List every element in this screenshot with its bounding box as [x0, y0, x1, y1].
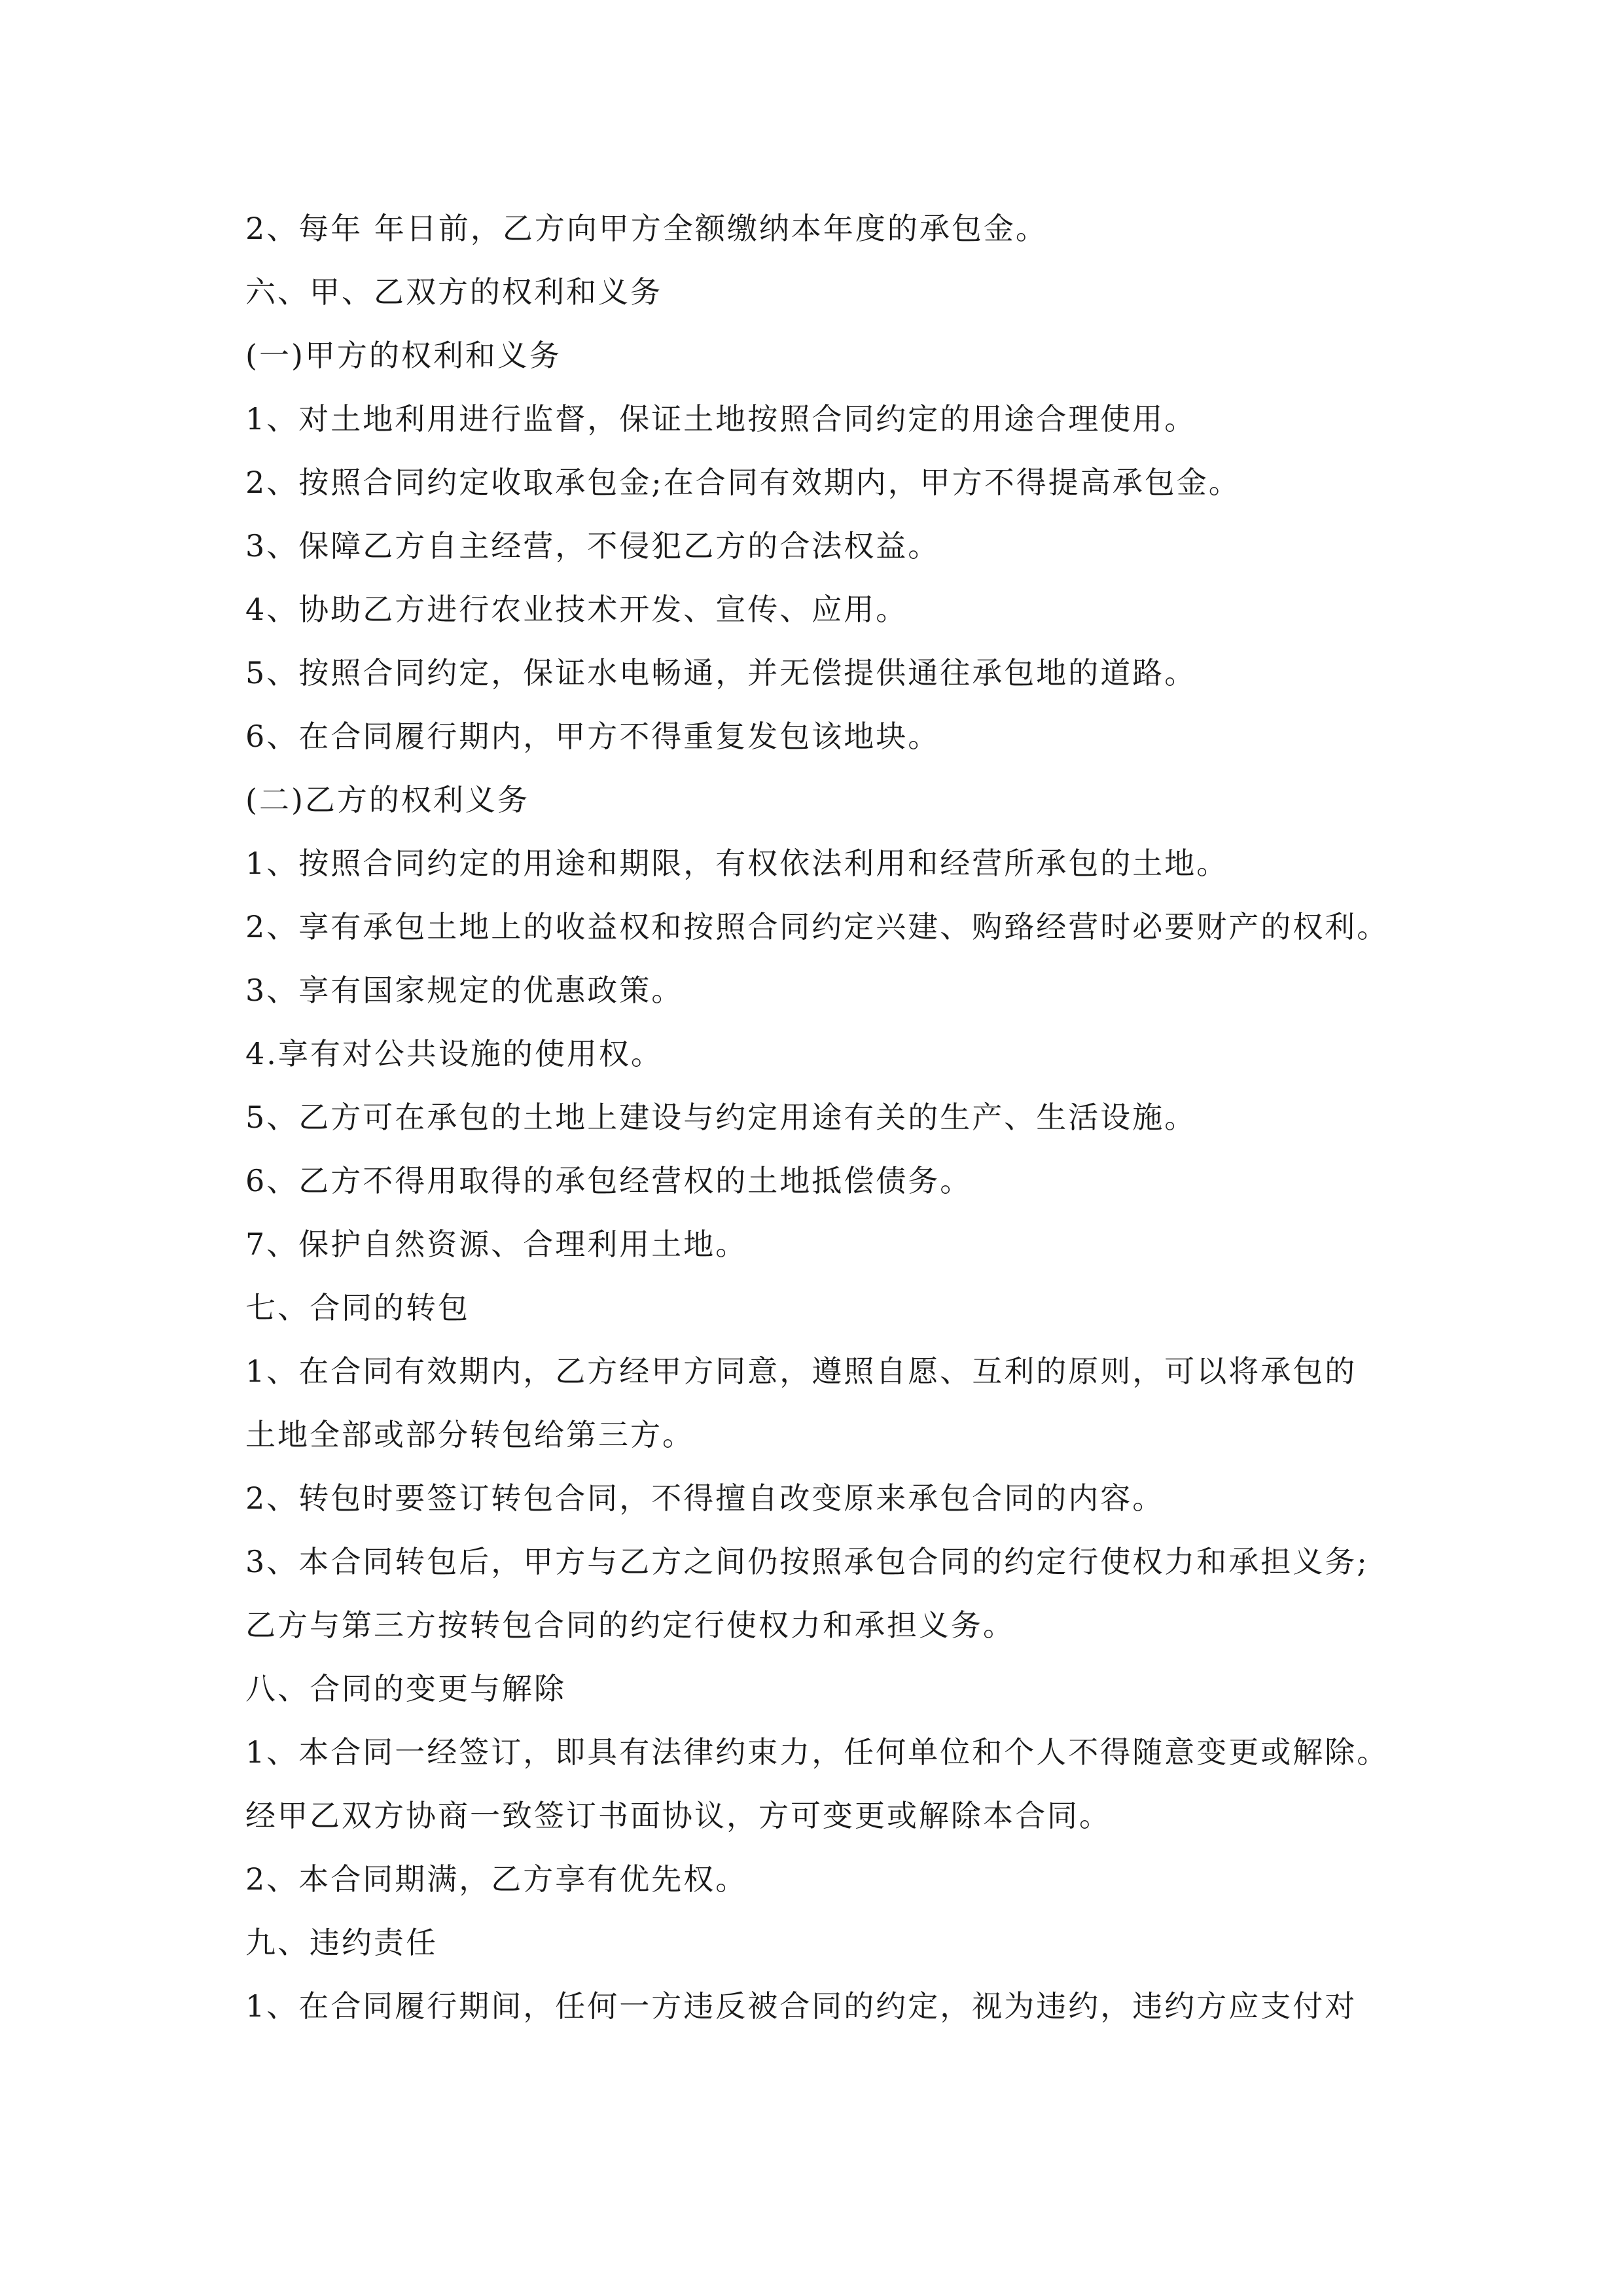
text-line: 3、本合同转包后，甲方与乙方之间仍按照承包合同的约定行使权力和承担义务;: [245, 1544, 1369, 1579]
text-line: 乙方与第三方按转包合同的约定行使权力和承担义务。: [245, 1607, 1015, 1643]
text-line: 5、按照合同约定，保证水电畅通，并无偿提供通往承包地的道路。: [245, 655, 1197, 691]
section-heading: 九、违约责任: [245, 1925, 438, 1960]
subsection-heading: (一)甲方的权利和义务: [245, 338, 562, 373]
text-line: 1、在合同履行期间，任何一方违反被合同的约定，视为违约，违约方应支付对: [245, 1988, 1357, 2024]
text-line: 4、协助乙方进行农业技术开发、宣传、应用。: [245, 592, 908, 627]
text-line: 6、在合同履行期内，甲方不得重复发包该地块。: [245, 719, 940, 754]
text-line: 2、转包时要签订转包合同，不得擅自改变原来承包合同的内容。: [245, 1480, 1165, 1516]
text-line: 6、乙方不得用取得的承包经营权的土地抵偿债务。: [245, 1163, 972, 1198]
text-line: 2、按照合同约定收取承包金;在合同有效期内，甲方不得提高承包金。: [245, 465, 1241, 500]
text-line: 3、保障乙方自主经营，不侵犯乙方的合法权益。: [245, 528, 940, 564]
text-line: 1、对土地利用进行监督，保证土地按照合同约定的用途合理使用。: [245, 401, 1197, 437]
text-line: 1、本合同一经签订，即具有法律约束力，任何单位和个人不得随意变更或解除。: [245, 1734, 1389, 1770]
text-line: 2、本合同期满，乙方享有优先权。: [245, 1861, 748, 1897]
text-line: 1、在合同有效期内，乙方经甲方同意，遵照自愿、互利的原则，可以将承包的: [245, 1354, 1357, 1389]
text-line: 1、按照合同约定的用途和期限，有权依法利用和经营所承包的土地。: [245, 846, 1229, 881]
subsection-heading: (二)乙方的权利义务: [245, 782, 529, 817]
text-line: 7、保护自然资源、合理利用土地。: [245, 1227, 748, 1262]
section-heading: 六、甲、乙双方的权利和义务: [245, 274, 662, 310]
section-heading: 八、合同的变更与解除: [245, 1671, 566, 1706]
text-line: 2、每年 年日前，乙方向甲方全额缴纳本年度的承包金。: [245, 211, 1048, 246]
text-line: 4.享有对公共设施的使用权。: [245, 1036, 663, 1071]
text-line: 经甲乙双方协商一致签订书面协议，方可变更或解除本合同。: [245, 1798, 1111, 1833]
section-heading: 七、合同的转包: [245, 1290, 470, 1325]
text-line: 土地全部或部分转包给第三方。: [245, 1417, 694, 1452]
text-line: 5、乙方可在承包的土地上建设与约定用途有关的生产、生活设施。: [245, 1100, 1197, 1135]
text-line: 2、享有承包土地上的收益权和按照合同约定兴建、购臵经营时必要财产的权利。: [245, 909, 1389, 944]
text-line: 3、享有国家规定的优惠政策。: [245, 973, 684, 1008]
